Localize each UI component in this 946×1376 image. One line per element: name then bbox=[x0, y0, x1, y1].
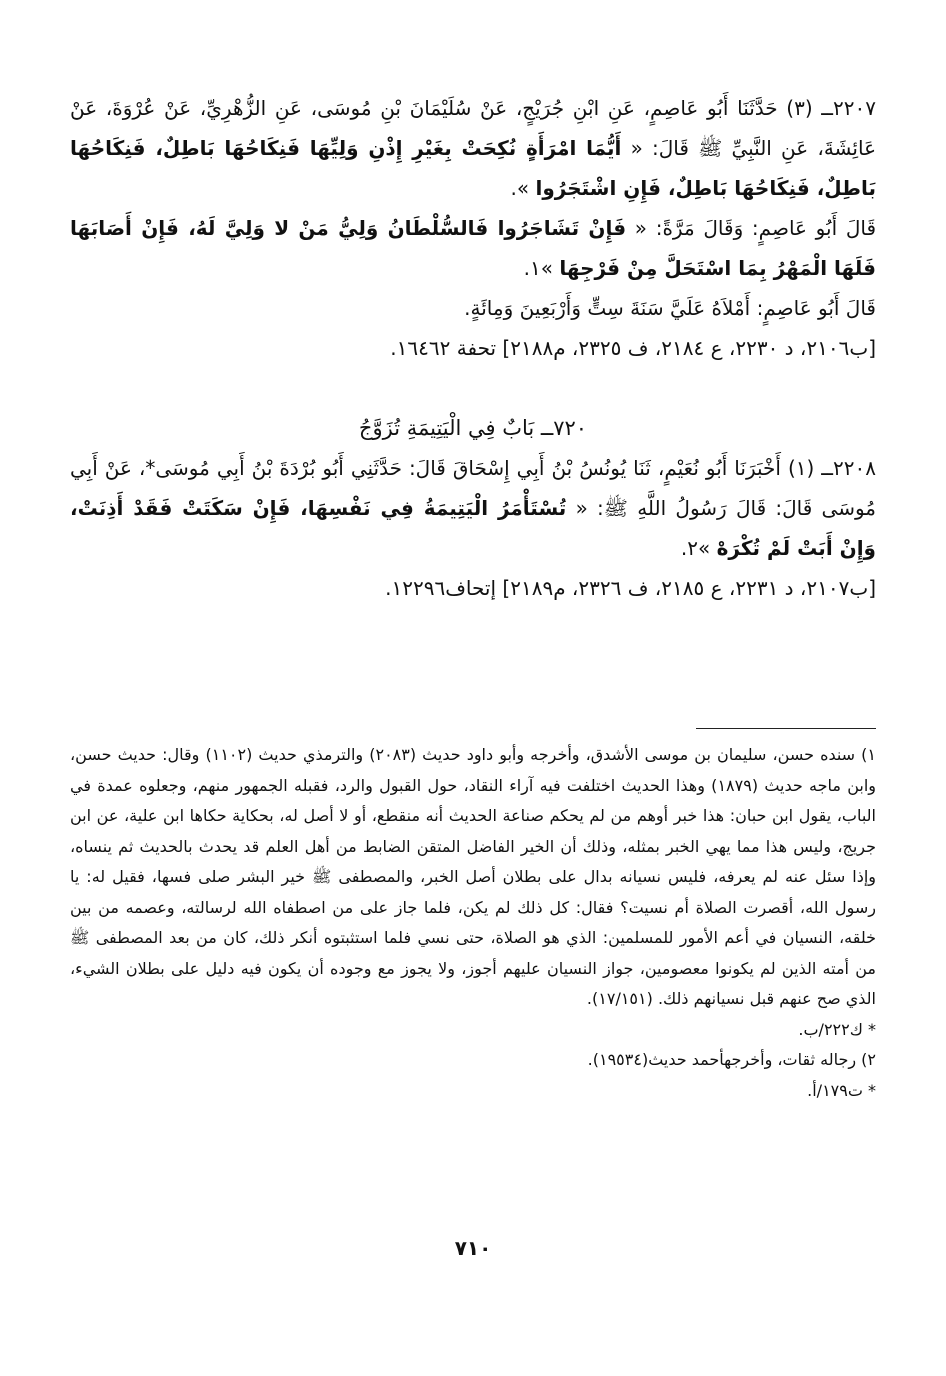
abu-asim-close: »١. bbox=[523, 256, 553, 280]
page-number: ٧١٠ bbox=[454, 1236, 492, 1260]
abu-asim-intro: قَالَ أَبُو عَاصِمٍ: وَقَالَ مَرَّةً: « bbox=[634, 216, 877, 240]
hadith-2207-isnad: ٢٢٠٧ــ (٣) حَدَّثَنَا أَبُو عَاصِمٍ، عَنِ ابْنِ جُرَيْجٍ، عَنْ سُلَيْمَانَ بْنِ مُوسَى، عَنِ الزُّهْرِيِّ، عَنْ عُرْوَةَ، عَنْ عَائِشَةَ، عَنِ النَّبِيِّ ﷺ قَالَ: « bbox=[70, 96, 876, 160]
hadith-2207 bbox=[70, 88, 876, 208]
abu-asim-matn: فَإِنْ تَشَاجَرُوا فَالسُّلْطَانُ وَلِيُّ مَنْ لا وَلِيَّ لَهُ، فَإِنْ أَصَابَهَا فَلَهَا الْمَهْرُ بِمَا اسْتَحَلَّ مِنْ فَرْجِهَا bbox=[70, 216, 876, 280]
dictation-note: قَالَ أَبُو عَاصِمٍ: أَمْلاَهُ عَلَيَّ سَنَةَ سِتٍّ وَأَرْبَعِينَ وَمِائَةٍ. bbox=[464, 296, 876, 320]
footnote-star-2: * ت١٧٩/أ. bbox=[807, 1080, 876, 1100]
hadith-2208-matn: تُسْتَأْمَرُ الْيَتِيمَةُ فِي نَفْسِهَا، فَإِنْ سَكَتَتْ فَقَدْ أَذِنَتْ، وَإِنْ أَبَتْ لَمْ تُكْرَهْ bbox=[70, 496, 876, 560]
hadith-2208-references: [ب٢١٠٧، د ٢٢٣١، ع ٢١٨٥، ف ٢٣٢٦، م٢١٨٩] إتحاف١٢٢٩٦. bbox=[385, 576, 876, 600]
hadith-2208-close: »٢. bbox=[680, 536, 711, 560]
footnote-1: ١) سنده حسن، سليمان بن موسى الأشدق، وأخرجه وأبو داود حديث (٢٠٨٣) والترمذي حديث (١١٠٢) وقال: حديث حسن، وابن ماجه حديث (١٨٧٩) وهذا الحديث اختلفت فيه آراء النقاد، حول القبول والرد، فقبله الجمهور منهم، وجعلوه عمدة في الباب، يقول ابن حبان: هذا خبر أوهم من لم يحكم صناعة الحديث أنه منقطع، أو لا أصل له، بحكاية حكاها ابن علية، عن ابن جريج، وليس هذا مما يهي الخبر بمثله، وذلك أن الخير الفاضل المتقن الضابط من أهل العلم قد يحدث بالحديث ثم ينساه، وإذا سئل عنه لم يعرفه، فليس نسيانه بدال على بطلان أصل الخبر، والمصطفى ﷺ خير البشر صلى فسها، فقيل له: يا رسول الله، أقصرت الصلاة أم نسيت؟ فقال: كل ذلك لم يكن، فلما جاز على من اصطفاه الله لرسالته، وعصمه من بين خلقه، النسيان في أعم الأمور للمسلمين: الذي هو الصلاة، حتى نسي فلما استثبتوه أنكر ذلك، كان من بعد المصطفى ﷺ من أمته الذين لم يكونوا معصومين، جواز النسيان عليهم أجوز، ولا يجوز مع وجوده أن يكون فيه دليل على بطلان الشيء، الذي صح عنهم قبل نسيانهم ذلك. (١٧/١٥١). bbox=[70, 745, 877, 1008]
footnotes bbox=[70, 740, 876, 1106]
hadith-2207-matn: أَيُّمَا امْرَأَةٍ نُكِحَتْ بِغَيْرِ إِذْنِ وَلِيِّهَا فَنِكَاحُهَا بَاطِلٌ، فَنِكَاحُهَا بَاطِلٌ، فَنِكَاحُهَا بَاطِلٌ، فَإِنِ اشْتَجَرُوا bbox=[70, 136, 876, 200]
hadith-2208 bbox=[70, 448, 876, 568]
hadith-2208-isnad: ٢٢٠٨ــ (١) أَخْبَرَنَا أَبُو نُعَيْمٍ، ثَنَا يُونُسُ بْنُ أَبِي إِسْحَاقَ قَالَ: حَدَّثَنِي أَبُو بُرْدَةَ بْنُ أَبِي مُوسَى*، عَنْ أَبِي مُوسَى قَالَ: قَالَ رَسُولُ اللَّهِ ﷺ: « bbox=[70, 456, 877, 520]
hadith-2207-references: [ب٢١٠٦، د ٢٢٣٠، ع ٢١٨٤، ف ٢٣٢٥، م٢١٨٨] تحفة ١٦٤٦٢. bbox=[390, 336, 876, 360]
chapter-title: ٧٢٠ــ بَابٌ فِي الْيَتِيمَةِ تُزَوَّجُ bbox=[358, 416, 588, 440]
abu-asim-note bbox=[70, 208, 876, 288]
main-text bbox=[70, 88, 876, 608]
hadith-2207-close: ». bbox=[510, 176, 530, 200]
footnote-star-1: * ك٢٢٢/ب. bbox=[798, 1019, 876, 1039]
footnote-2: ٢) رجاله ثقات، وأخرجهأحمد حديث(١٩٥٣٤). bbox=[587, 1050, 876, 1069]
footnote-divider bbox=[696, 728, 876, 729]
